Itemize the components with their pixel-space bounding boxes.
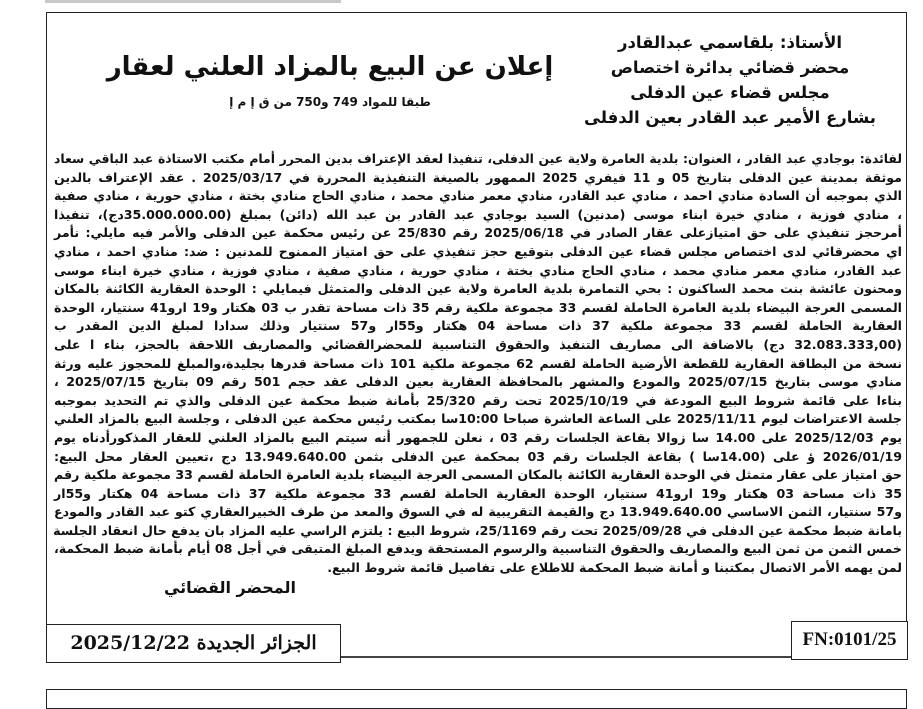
body-line: بناءا على قائمة شروط البيع المودعة في 2025/10/19 تحت رقم 25/320 بأمانة ضبط محكمة عين الدفلى والذي تم التحديد بموجبه bbox=[54, 392, 902, 408]
bailiff-role: محضر قضائي بدائرة اختصاص bbox=[610, 58, 850, 77]
body-line: اي محضرقائي لدى اختصاص مجلس قضاء عين الدفلى بتوقيع حجز تنفيذي على حق امتياز الممنوح للمدنين : ضد: منادي احمد ، منادي bbox=[54, 243, 902, 259]
body-line: (32.083.333,00 دج) بالاضافة الى مصاريف التنفيذ والحقوق التناسبية للمحضرالقضائي والمصاريف اللاحقة بالحجز، بناء ا على bbox=[54, 336, 902, 352]
body-line: موثقة بمدينة عين الدفلى بتاريخ 05 و 11 فيفري 2025 الممهور بالصيغة التنفيذية المحررة في 2025/03/17 . عقد الإعتراف بالدين bbox=[54, 169, 902, 185]
body-line: المسمى العرجة البيضاء بلدية العامرة الحاملة لقسم 33 مجموعة ملكية رقم 35 ذات مساحة تقدر ب 03 هكتار و19 ارو41 سنتيار، الوحدة bbox=[54, 299, 903, 315]
body-line: حق امتياز على عقار متمثل في الوحدة العقارية الكائنة بالمكان المسمى العرجة البيضاء بلدية العامرة الحاملة لقسم 33 مجموعة ملكية رقم bbox=[54, 467, 902, 483]
publication-box: الجزائر الجديدة 2025/12/22 bbox=[46, 624, 341, 663]
body-line: ، منادي فوزية ، منادي خيرة ابناء موسى (مدنين) السيد بوجادي عبد القادر بن عبد الله (دائن) بمبلغ (35.000.000.00دج)، تنفيذا bbox=[54, 206, 902, 222]
body-line: و57 سنتيار، الثمن الاساسي 13.949.640.00 دج والقيمة التقريبية له في السوق والمعد من طرف الخبيرالعقاري كتو عبد القادر والمودع bbox=[54, 504, 902, 520]
bailiff-address: بشارع الأمير عبد القادر بعين الدفلى bbox=[584, 108, 876, 127]
body-line: أمرحجز تنفيذي على حق امتيازعلى عقار الصادر في 2025/06/18 رقم 25/830 عن رئيس محكمة عين الدفلى والأمر فيه مايلي: نأمر bbox=[54, 225, 902, 241]
body-line: 35 ذات مساحة 03 هكتار و19 ارو41 سنتيار، الوحدة العقارية الحاملة لقسم 33 مجموعة ملكية 37 ذات مساحة 04 هكتار و55ار bbox=[54, 485, 902, 501]
body-line: 2026/01/19 ؤ على (14.00سا ) بقاعة الجلسات رقم 03 بمحكمة عين الدفلى بثمن 13.949.640.00 دج ،تعيين العقار محل البيع: bbox=[54, 448, 903, 464]
body-line: نسخة من البطاقة العقارية للقطعة الأرضية الحاملة لقسم 62 مجموعة ملكية 101 ذات مساحة قدرها بجليدة،والمبلغ للمحجوز عليه ورثة bbox=[54, 355, 902, 371]
notice-body bbox=[54, 150, 902, 578]
body-line: بامانة ضبط محكمة عين الدفلى في 2025/09/28 تحت رقم 25/1169، شروط البيع : يلتزم الراسي عليه المزاد بان يدفع حال انعقاد الجلسة bbox=[53, 522, 902, 538]
signature: المحضر القضائي bbox=[163, 578, 296, 597]
body-line: لمن يهمه الأمر الاتصال بمكتبنا و أمانة ضبط المحكمة للاطلاع على تفاصيل قائمة شروط البيع. bbox=[327, 560, 902, 576]
next-ad-frame bbox=[46, 689, 907, 709]
previous-ad-edge bbox=[45, 0, 341, 3]
body-line: يوم 2025/12/03 على 14.00 سا زوالا بقاعة الجلسات رقم 03 ، نعلن للجمهور أنه سيتم البيع بالمزاد العلني للعقار المذكورأدناه يوم bbox=[54, 429, 902, 445]
body-line: ومحنون عائشة بنت محمد الساكنون : بحي التمامرة بلدية العامرة ولاية عين الدفلى والمتمثل فيمايلي : الوحدة العقارية الكائنة بالمكان bbox=[54, 281, 902, 297]
notice-title: إعلان عن البيع بالمزاد العلني لعقار bbox=[106, 52, 554, 82]
body-line: خمس الثمن من ثمن البيع والمصاريف والحقوق التناسبية والرسوم المستحقة ويدفع المبلغ المتبقى في أجل 08 أيام بأمانة ضبط المحكمة، bbox=[54, 541, 902, 557]
bailiff-court: مجلس قضاء عين الدفلى bbox=[630, 83, 830, 102]
bailiff-name: الأستاذ: بلقاسمي عبدالقادر bbox=[617, 33, 843, 52]
body-line: العقارية الحاملة لقسم 33 مجموعة ملكية 37 ذات مساحة 04 هكتار و55ار و57 سنتيار وذلك سدادا لمبلغ الدين المقدر ب bbox=[54, 318, 902, 334]
body-line: جلسة الاعتراضات ليوم 2025/11/11 على الساعة العاشرة صباحا 10:00سا بمكتب رئيس محكمة عين الدفلى ، وجلسة البيع بالمزاد العلني bbox=[54, 411, 902, 427]
body-line: الذي بموجبه أن السادة منادي احمد ، منادي عبد القادر، منادي معمر منادي محمد ، منادي الحاج منادي بختة ، منادي حورية ، منادي صفية bbox=[54, 188, 902, 204]
bailiff-header bbox=[580, 30, 880, 130]
body-line: لفائدة: بوجادي عبد القادر ، العنوان: بلدية العامرة ولاية عين الدفلى، تنفيذا لعقد الإعتراف بدين المحرر أمام مكتب الاستاذة عبد الباقي سعاد bbox=[54, 151, 902, 166]
body-line: عبد القادر، منادي معمر منادي محمد ، منادي الحاج منادي بختة ، منادي حورية ، منادي صفية ، منادي فوزية ، منادي خيرة ابناء موسى bbox=[54, 262, 902, 278]
notice-subtitle: طبقا للمواد 749 و750 من ق إ م إ bbox=[229, 95, 431, 109]
body-line: منادي موسى بتاريخ 2025/07/15 والمودع والمشهر بالمحافظة العقارية بعين الدفلى عقد حجم 501 رقم 09 بتاريخ 2025/07/15 ، bbox=[54, 374, 902, 390]
reference-box: FN:0101/25 bbox=[791, 621, 908, 660]
